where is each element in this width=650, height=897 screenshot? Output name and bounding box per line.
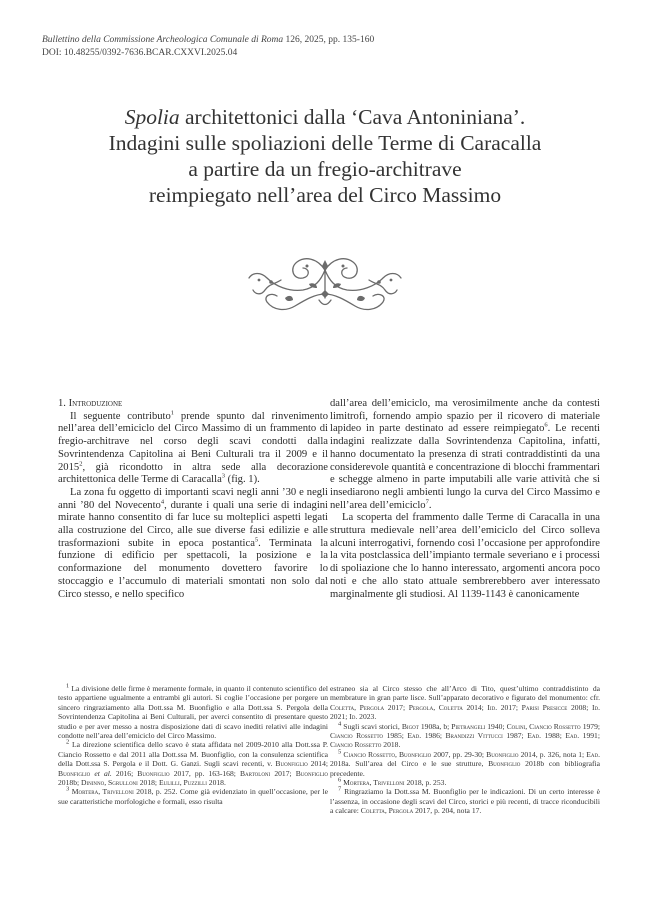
running-header: [42, 34, 374, 60]
paragraph: Il seguente contributo$^1$ prende spunto dal rinvenimento nell’area dell’emiciclo del Circo Massimo di un frammento di fregio-architrave nel corso degli scavi condotti dalla Sovrintendenza Capitolina ai Beni Culturali tra il 2009 e il 2015$^2$, già ricondotto in altra sede alla decorazione architettonica delle Terme di Caracalla$^3$ (fig. 1).: [58, 409, 328, 486]
journal-name: Bullettino della Commissione Archeologica Comunale di Roma: [42, 35, 284, 45]
footnote-ref: 2: [79, 459, 83, 467]
footnote: $^4$ Sugli scavi storici, Bigot 1908a, b; Pietrangeli 1940; Colini, Ciancio Rossetto 1979; Ciancio Rossetto 1985; Ead. 1986; Brandizzi Vittucci 1987; Ead. 1988; Ead. 1991; Ciancio Rossetto 2018.: [330, 720, 600, 750]
title-line-4: reimpiegato nell’area del Circo Massimo: [148, 183, 502, 207]
footnote: $^1$ La divisione delle firme è meramente formale, in quanto il contenuto scientifico del testo appartiene ugualmente a entrambi gli autori. Si coglie l’occasione per porgere un sincero ringraziamento alla Dott.ssa M. Buonfiglio e alla Dott.ssa S. Pergola della Sovrintendenza Capitolina ai Beni Culturali, per averci consentito di presentare questo studio e per aver messo a nostra disposizione dati di scavo inediti relativi alle indagini condotte nell’area dell’emiciclo del Circo Massimo.: [58, 682, 328, 741]
footnote-ref: 5: [254, 536, 259, 544]
paragraph: La zona fu oggetto di importanti scavi negli anni ’30 e negli anni ’80 del Novecento$^4$, durante i quali una serie di indagini mirate hanno consentito di far luce su molteplici aspetti legati alla costruzione del Circo, alle sue diverse fasi edilizie e alle trasformazioni subite in epoca postantica$^5$. Terminata la funzione di edificio per spettacoli, la posizione e la conformazione del monumento dovettero favorire lo stoccaggio e l’accumulo di materiali smontati non solo dal Circo stesso, e nello specifico: [58, 486, 329, 600]
title-line-2: Indagini sulle spoliazioni delle Terme di Caracalla: [108, 131, 542, 155]
footnote-ref: 3: [221, 472, 226, 480]
title-line-3: a partire da un fregio-architrave: [188, 157, 462, 181]
footnote: $^5$ Ciancio Rossetto, Buonfiglio 2007, pp. 29-30; Buonfiglio 2014, p. 326, nota 1; Ead. 2018a. Sull’area del Circo e le sue strutture, Buonfiglio 2018b con bibliografia precedente.: [330, 748, 600, 778]
body-column-left: [58, 398, 328, 601]
footnote-continued: estraneo sia al Circo stesso che all’Arco di Tito, quest’ultimo contraddistinto da membrature in gran parte lisce. Sull’apparato decorativo e figurato del monumento: cfr. Coletta, Pergola 2017; Pergola, Coletta 2014; Iid. 2017; Parisi Presicce 2008; Id. 2021; Id. 2023.: [330, 684, 600, 722]
doi: DOI: 10.48255/0392-7636.BCAR.CXXVI.2025.04: [42, 48, 238, 58]
footnotes-right: [330, 684, 600, 816]
journal-citation: 126, 2025, pp. 135-160: [283, 35, 375, 45]
body-column-right: [330, 398, 600, 601]
floral-ornament-icon: [245, 250, 405, 316]
article-title: [40, 104, 610, 208]
footnote: $^3$ Mortera, Trivelloni 2018, p. 252. Come già evidenziato in quell’occasione, per le sue caratteristiche morfologiche e formali, esso risulta: [58, 785, 328, 806]
section-heading: 1. Introduzione: [58, 398, 123, 409]
footnote-ref: 7: [425, 498, 429, 506]
footnote-ref: 6: [544, 421, 548, 429]
footnote-ref: 1: [170, 409, 175, 417]
title-line-1: architettonici dalla ‘Cava Antoniniana’.: [179, 105, 526, 129]
footnote: $^2$ La direzione scientifica dello scavo è stata affidata nel 2009-2010 alla Dott.ssa P. Ciancio Rossetto e dal 2011 alla Dott.ssa M. Buonfiglio, con la consulenza scientifica della Dott.ssa S. Pergola e il Dott. G. Ganzi. Sugli scavi recenti, v. Buonfiglio 2014; Buonfiglio et al. 2016; Buonfiglio 2017, pp. 163-168; Bartoloni 2017; Buonfiglio 2018b; Dininno, Sgrulloni 2018; Eulilli, Puzzilli 2018.: [58, 738, 329, 788]
footnote: $^6$ Mortera, Trivelloni 2018, p. 253.: [338, 776, 447, 788]
paragraph: dall’area dell’emiciclo, ma verosimilmente anche da contesti limitrofi, fornendo ampio spazio per il ricovero di materiale lapideo in parte destinato ad essere reimpiegato$^6$. Le recenti indagini realizzate dalla Sovrintendenza Capitolina, infatti, hanno documentato la presenza di strati contraddistinti da una considerevole quantità e concentrazione di blocchi frammentari e schegge almeno in parte imputabili alle varie attività che si insediarono negli ambienti lungo la curva del Circo Massimo e nell’area dell’emiciclo$^7$.: [330, 398, 600, 511]
footnote: $^7$ Ringraziamo la Dott.ssa M. Buonfiglio per le indicazioni. Di un certo interesse è l’assenza, in occasione degli scavi del Circo, storici e più recenti, di tracce riconducibili a calcare: Coletta, Pergola 2017, p. 204, nota 17.: [330, 785, 600, 816]
paragraph: La scoperta del frammento dalle Terme di Caracalla in una struttura medievale nell’area dell’emiciclo del Circo solleva alcuni interrogativi, fornendo così l’occasione per approfondire la vita postclassica dell’impianto termale severiano e i processi di spoliazione che lo hanno interessato, argomenti ancora poco noti e che allo stato attuale sembrerebbero aver interessato marginalmente gli studiosi. Al 1139-1143 è canonicamente: [330, 512, 600, 600]
footnote-ref: 4: [160, 498, 165, 506]
footnotes-left: [58, 684, 328, 806]
title-spolia: Spolia: [124, 105, 180, 129]
